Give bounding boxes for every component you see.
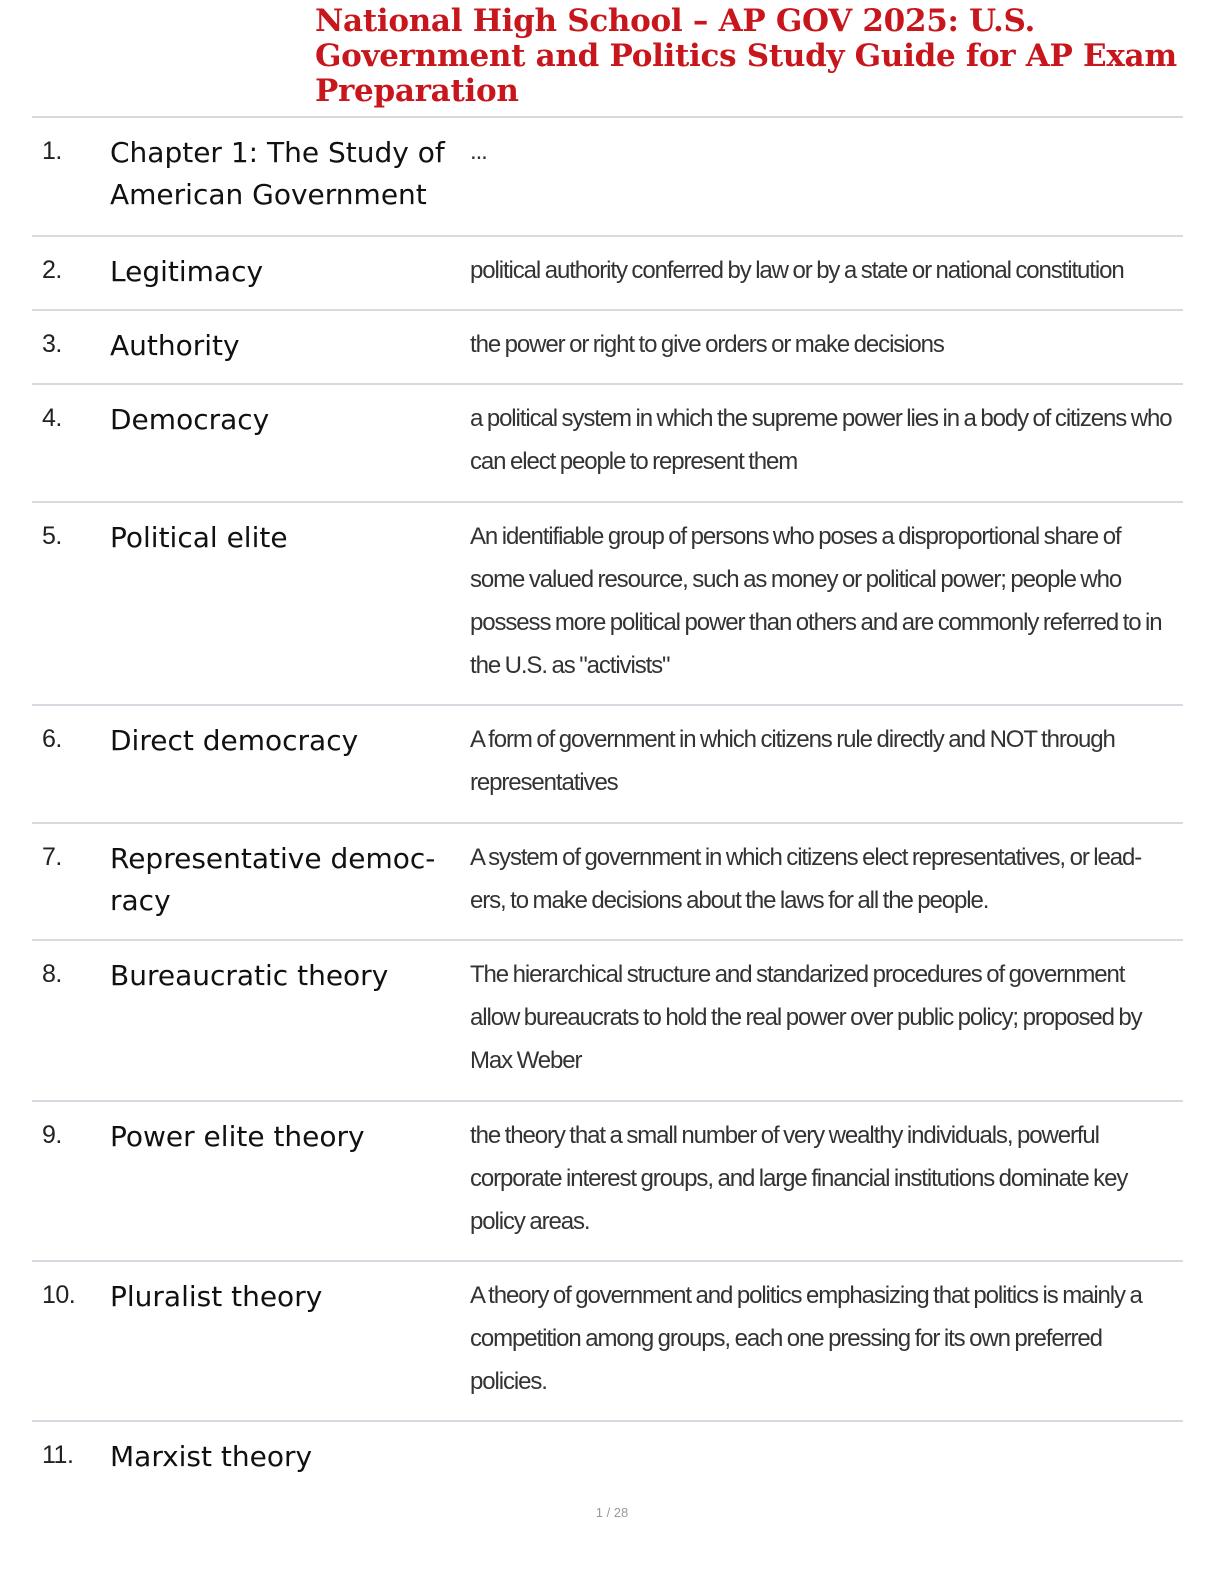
term-number: 7.	[42, 843, 62, 871]
term-number: 10.	[42, 1281, 76, 1309]
term-row-democracy	[32, 385, 1183, 503]
term-row-representative-democracy	[32, 824, 1183, 941]
term-row-political-elite	[32, 503, 1183, 706]
term-row-pluralist-theory	[32, 1262, 1183, 1422]
term-definition: A system of government in which citizens elect representatives, or lead-ers, to make decisions about the laws for all the people.	[470, 844, 1142, 914]
term-name: Pluralist theory	[110, 1280, 323, 1313]
term-name: Authority	[110, 329, 240, 362]
term-number: 1.	[42, 137, 62, 165]
term-definition: the theory that a small number of very wealthy individuals, powerful corporate interest groups, and large financial institutions dominate key policy areas.	[470, 1122, 1128, 1235]
term-definition: political authority conferred by law or by a state or national constitution	[470, 257, 1124, 284]
term-definition: the power or right to give orders or make decisions	[470, 331, 944, 358]
term-number: 6.	[42, 725, 62, 753]
term-number: 11.	[42, 1441, 74, 1469]
term-row-direct-democracy	[32, 706, 1183, 824]
term-number: 5.	[42, 522, 62, 550]
term-number: 9.	[42, 1121, 62, 1149]
term-definition: An identifiable group of persons who poses a disproportional share of some valued resource, such as money or political power; people who possess more political power than others and are commonly referred to in the U.S. as "activists"	[470, 523, 1162, 679]
term-name: Representative democ-racy	[110, 842, 436, 917]
term-definition: A theory of government and politics emphasizing that politics is mainly a competition among groups, each one pressing for its own preferred policies.	[470, 1282, 1142, 1395]
term-name: Legitimacy	[110, 255, 264, 288]
term-name: Bureaucratic theory	[110, 959, 389, 992]
term-definition: ...	[470, 138, 487, 165]
term-number: 8.	[42, 960, 62, 988]
term-name: Political elite	[110, 521, 288, 554]
term-definition: A form of government in which citizens rule directly and NOT through representatives	[470, 726, 1115, 796]
term-row-power-elite-theory	[32, 1102, 1183, 1262]
term-number: 2.	[42, 256, 62, 284]
term-number: 4.	[42, 404, 62, 432]
term-name: Power elite theory	[110, 1120, 365, 1153]
term-row-legitimacy	[32, 237, 1183, 311]
term-name: Marxist theory	[110, 1440, 313, 1473]
term-row-chapter-1	[32, 118, 1183, 237]
page-title: National High School – AP GOV 2025: U.S. Government and Politics Study Guide for AP Exam Preparation	[315, 3, 1177, 109]
term-row-authority	[32, 311, 1183, 385]
term-list	[32, 116, 1183, 1492]
term-row-marxist-theory	[32, 1422, 1183, 1492]
page-indicator: 1 / 28	[595, 1505, 629, 1520]
term-definition: The hierarchical structure and standarized procedures of government allow bureaucrats to hold the real power over public policy; proposed by Max Weber	[470, 961, 1142, 1074]
term-name: Direct democracy	[110, 724, 359, 757]
term-row-bureaucratic-theory	[32, 941, 1183, 1102]
term-name: Democracy	[110, 403, 270, 436]
term-name: Chapter 1: The Study of American Government	[110, 136, 445, 211]
term-number: 3.	[42, 330, 62, 358]
term-definition: a political system in which the supreme power lies in a body of citizens who can elect people to represent them	[470, 405, 1172, 475]
